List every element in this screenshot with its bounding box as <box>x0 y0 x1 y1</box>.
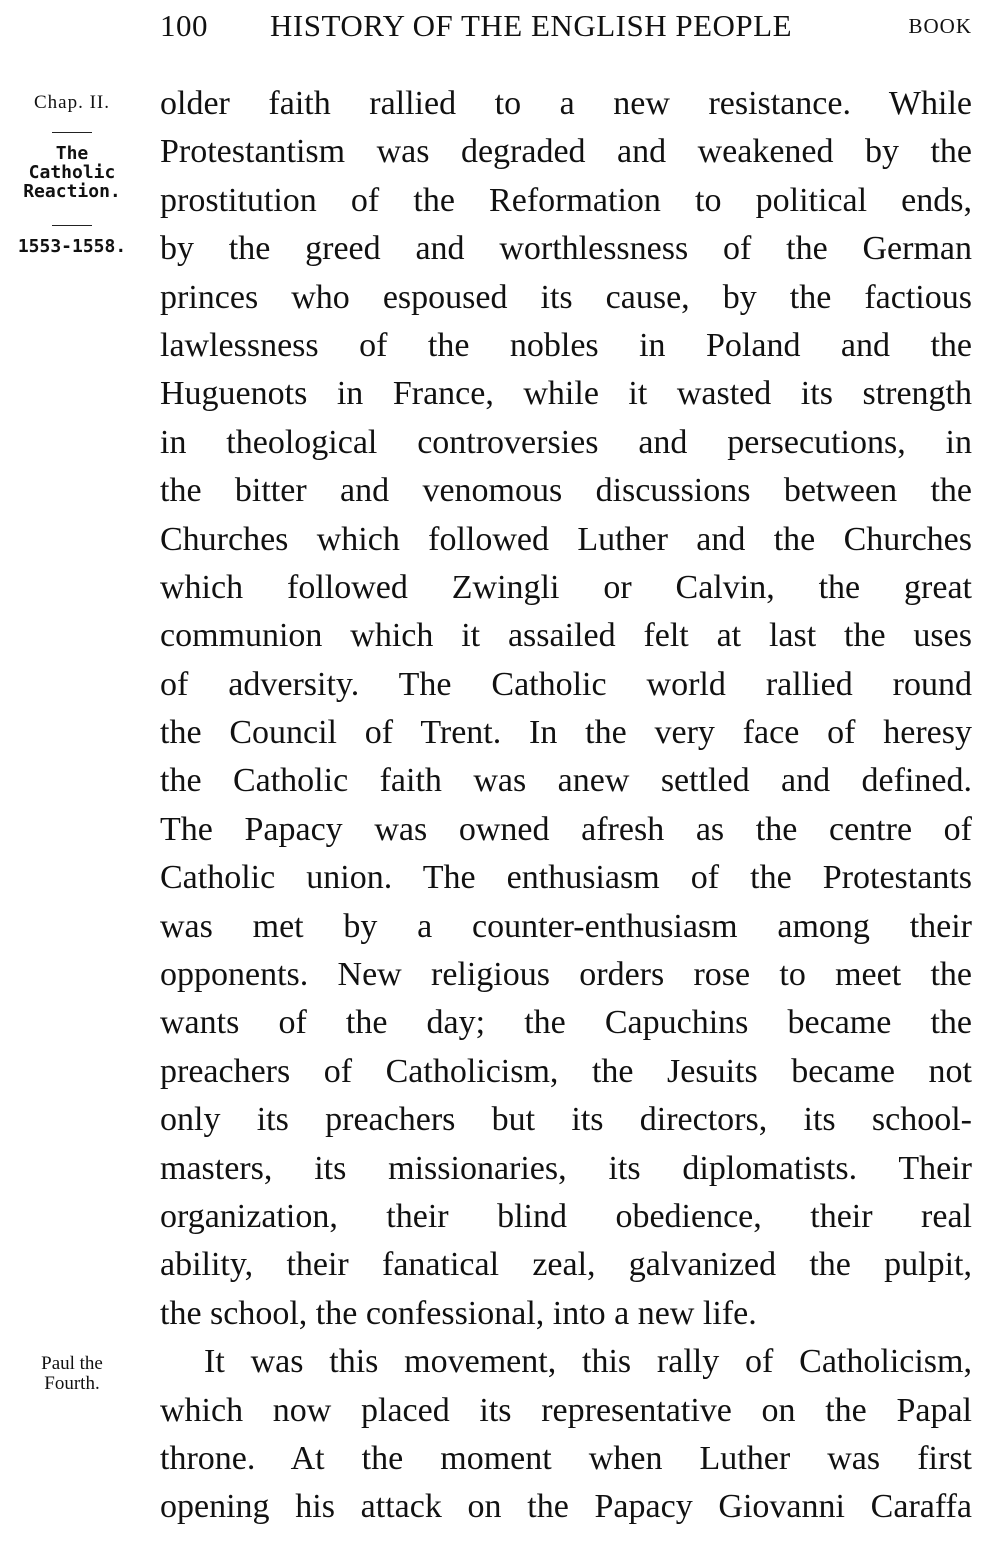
book-label: BOOK <box>908 14 972 38</box>
text-line: the Catholic faith was anew settled and defined. <box>160 762 972 800</box>
text-line: Huguenots in France, while it wasted its strength <box>160 375 972 413</box>
margin-topic-line: The <box>55 143 89 164</box>
text-line: the bitter and venomous discussions between the <box>160 472 972 510</box>
margin-rule <box>52 132 92 133</box>
margin-rule <box>52 225 92 226</box>
text-line: wants of the day; the Capuchins became the <box>160 1004 972 1042</box>
margin-topic-line: Catholic <box>28 162 116 183</box>
text-line: lawlessness of the nobles in Poland and the <box>160 326 972 364</box>
text-line: by the greed and worthlessness of the German <box>160 230 972 268</box>
text-line: opening his attack on the Papacy Giovanni Caraffa <box>160 1488 972 1526</box>
text-line: ability, their fanatical zeal, galvanized the pulpit, <box>160 1246 972 1284</box>
text-line: of adversity. The Catholic world rallied round <box>160 665 972 703</box>
text-line: in theological controversies and persecutions, in <box>160 423 972 461</box>
margin-topic-line: Fourth. <box>44 1373 100 1394</box>
text-line: preachers of Catholicism, the Jesuits became not <box>160 1052 972 1090</box>
page-number: 100 <box>160 8 208 43</box>
margin-dates: 1553-1558. <box>17 236 127 257</box>
text-line: throne. At the moment when Luther was first <box>160 1439 972 1477</box>
text-line: Catholic union. The enthusiasm of the Protestants <box>160 859 972 897</box>
text-line: The Papacy was owned afresh as the centre of <box>160 810 972 848</box>
text-line: communion which it assailed felt at last the uses <box>160 617 972 655</box>
text-line: Churches which followed Luther and the Churches <box>160 520 972 558</box>
text-line: princes who espoused its cause, by the factious <box>160 278 972 316</box>
paragraph-end-line: the school, the confessional, into a new life. <box>160 1294 757 1332</box>
margin-topic-line: Paul the <box>41 1353 103 1374</box>
body-text <box>160 80 972 1532</box>
running-header <box>160 8 972 48</box>
running-title: HISTORY OF THE ENGLISH PEOPLE <box>270 8 793 43</box>
text-line: opponents. New religious orders rose to meet the <box>160 956 972 994</box>
text-line: older faith rallied to a new resistance. While <box>160 85 972 122</box>
text-line: organization, their blind obedience, their real <box>160 1197 972 1235</box>
margin-chapter: Chap. II. <box>33 92 110 113</box>
margin-topic-paul-the-fourth <box>8 1354 136 1394</box>
margin-topic-catholic-reaction <box>8 144 136 201</box>
paragraph-start-line: It was this movement, this rally of Catholicism, <box>204 1343 972 1381</box>
text-line: which followed Zwingli or Calvin, the great <box>160 568 972 606</box>
margin-topic-line: Reaction. <box>23 181 121 202</box>
text-line: was met by a counter-enthusiasm among their <box>160 907 972 945</box>
text-line: prostitution of the Reformation to political ends, <box>160 181 972 219</box>
text-line: Protestantism was degraded and weakened by the <box>160 133 972 171</box>
text-line: the Council of Trent. In the very face of heresy <box>160 714 972 752</box>
text-line: masters, its missionaries, its diplomatists. Their <box>160 1149 972 1187</box>
text-line: which now placed its representative on the Papal <box>160 1391 972 1429</box>
text-line: only its preachers but its directors, its school- <box>160 1101 972 1139</box>
